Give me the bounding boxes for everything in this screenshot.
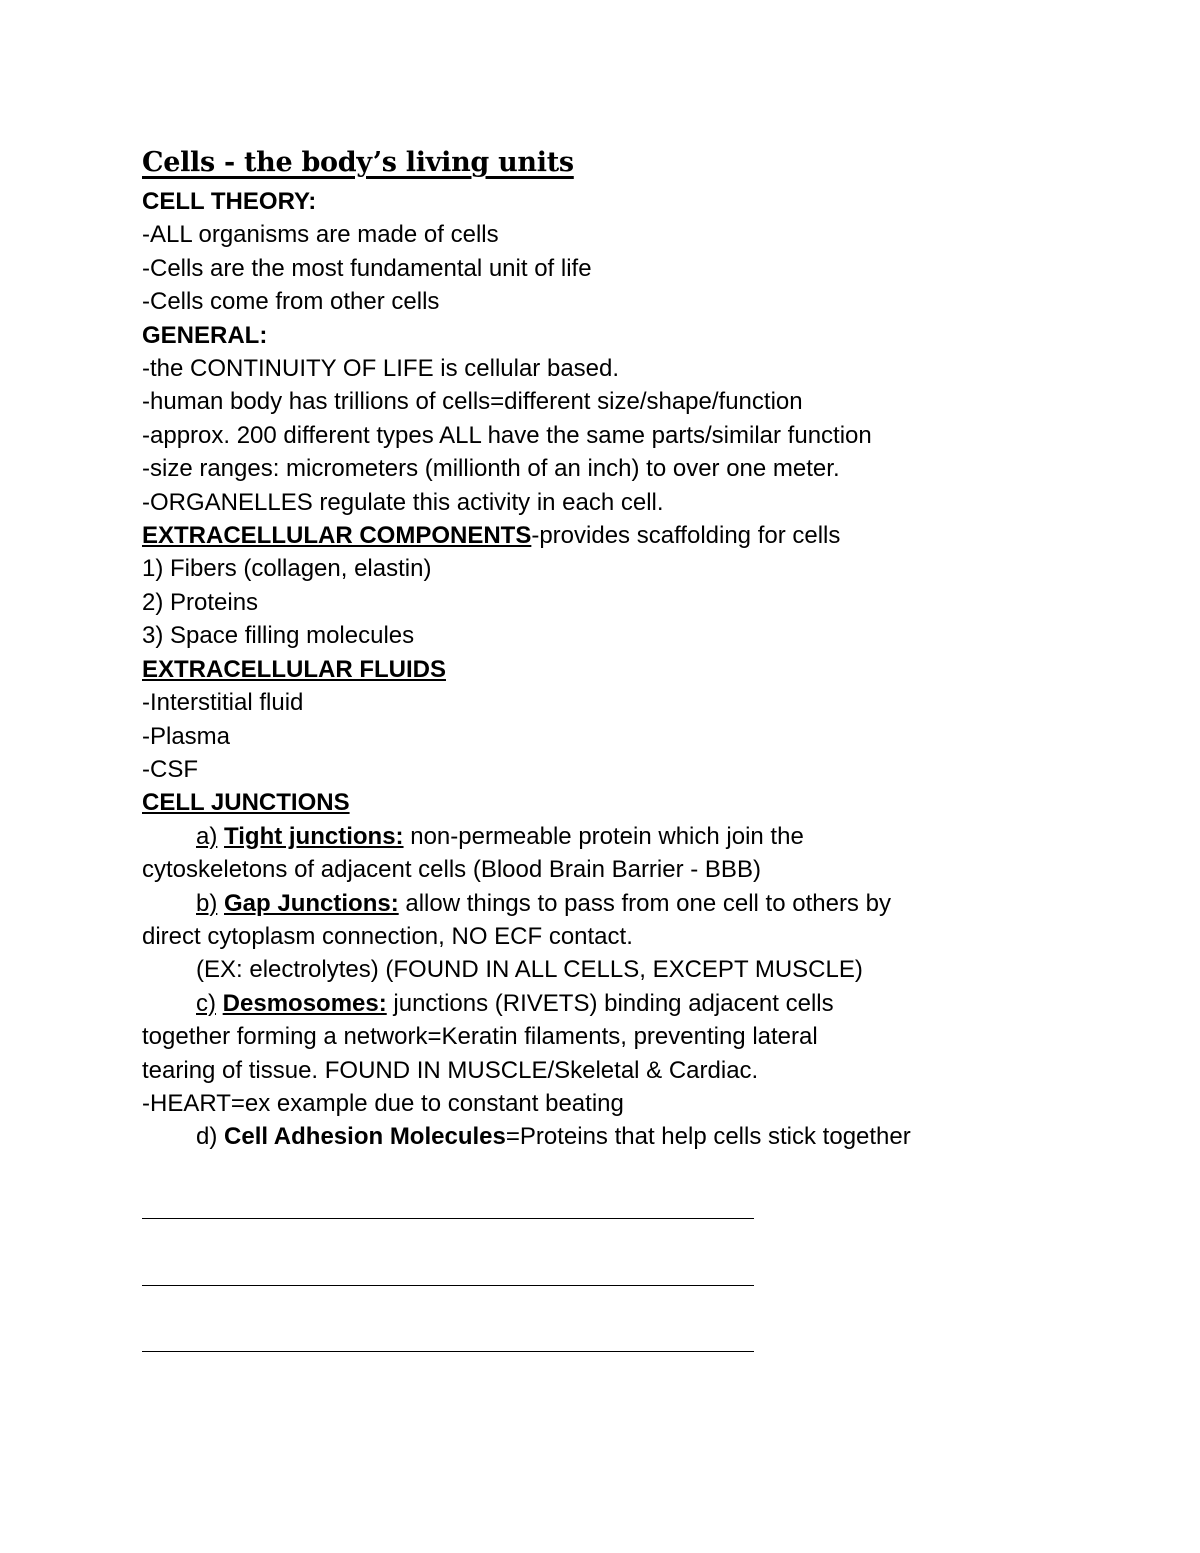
list-item: -approx. 200 different types ALL have the same parts/similar function (142, 421, 872, 449)
gap-junctions-example: (EX: electrolytes) (FOUND IN ALL CELLS, EXCEPT MUSCLE) (196, 956, 863, 984)
extracellular-components-line (142, 519, 1142, 552)
desmosomes-term: Desmosomes: (222, 989, 387, 1017)
list-item: -the CONTINUITY OF LIFE is cellular based. (142, 355, 620, 383)
tight-junctions-text: non-permeable protein which join the (403, 822, 804, 850)
tight-junctions-term: Tight junctions: (224, 822, 404, 850)
gap-junctions-line (142, 887, 1142, 920)
tight-junctions-text-cont: cytoskeletons of adjacent cells (Blood Brain Barrier - BBB) (142, 856, 761, 884)
blank-line (142, 1351, 754, 1352)
blank-lines (142, 1218, 754, 1418)
cell-junctions-heading: CELL JUNCTIONS (142, 789, 350, 817)
desmosomes-line (142, 987, 1142, 1020)
cell-theory-heading: CELL THEORY: (142, 188, 317, 215)
desmosomes-text-cont: tearing of tissue. FOUND IN MUSCLE/Skeletal & Cardiac. (142, 1056, 759, 1084)
blank-line (142, 1285, 754, 1286)
gap-junctions-term: Gap Junctions: (224, 889, 399, 917)
list-item: -Cells are the most fundamental unit of life (142, 254, 592, 282)
blank-line (142, 1218, 754, 1219)
list-item: 2) Proteins (142, 588, 259, 616)
list-item: -ORGANELLES regulate this activity in each cell. (142, 488, 664, 516)
desmosomes-text-cont: together forming a network=Keratin filaments, preventing lateral (142, 1023, 818, 1051)
list-item: -size ranges: micrometers (millionth of an inch) to over one meter. (142, 455, 840, 483)
tight-junctions-letter: a) (196, 822, 218, 850)
list-item: -Plasma (142, 722, 231, 750)
adhesion-molecules-text: =Proteins that help cells stick together (505, 1123, 911, 1151)
page-title: Cells - the body’s living units (142, 147, 574, 178)
document-page (142, 145, 1142, 1154)
list-item: -human body has trillions of cells=different size/shape/function (142, 388, 803, 416)
extracellular-components-suffix: -provides scaffolding for cells (531, 522, 841, 550)
list-item: -ALL organisms are made of cells (142, 221, 499, 249)
desmosomes-letter: c) (196, 989, 216, 1017)
desmosomes-text: junctions (RIVETS) binding adjacent cells (386, 989, 834, 1017)
list-item: -Interstitial fluid (142, 689, 304, 717)
general-heading: GENERAL: (142, 321, 268, 349)
gap-junctions-letter: b) (196, 889, 218, 917)
extracellular-components-heading: EXTRACELLULAR COMPONENTS (142, 522, 532, 550)
adhesion-molecules-line (142, 1120, 1142, 1153)
adhesion-molecules-term: Cell Adhesion Molecules (224, 1123, 506, 1151)
tight-junctions-line (142, 820, 1142, 853)
desmosomes-heart-note: -HEART=ex example due to constant beating (142, 1089, 624, 1117)
gap-junctions-text-cont: direct cytoplasm connection, NO ECF contact. (142, 922, 633, 950)
list-item: -CSF (142, 755, 198, 783)
extracellular-fluids-heading: EXTRACELLULAR FLUIDS (142, 655, 446, 683)
gap-junctions-text: allow things to pass from one cell to others by (398, 889, 891, 917)
adhesion-molecules-letter: d) (196, 1123, 218, 1151)
list-item: 1) Fibers (collagen, elastin) (142, 555, 432, 583)
list-item: 3) Space filling molecules (142, 622, 415, 650)
list-item: -Cells come from other cells (142, 288, 440, 316)
